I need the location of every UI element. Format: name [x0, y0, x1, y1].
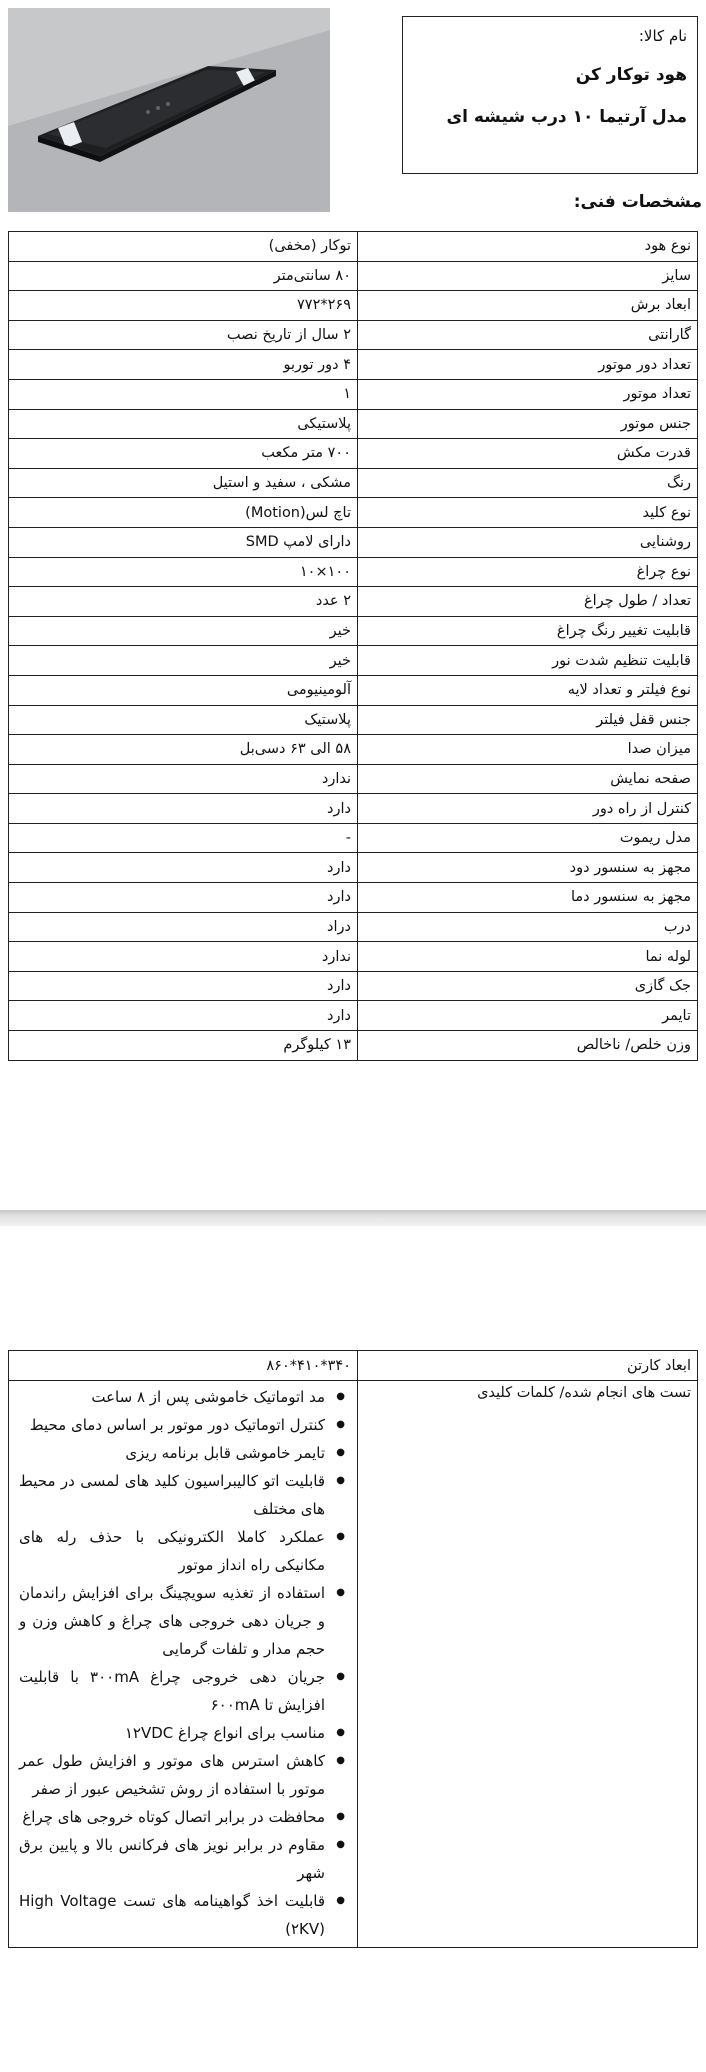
- spec-row: [9, 232, 698, 262]
- spec-row: [9, 646, 698, 676]
- spec-key: جنس قفل فیلتر: [358, 705, 698, 735]
- spec-key: ابعاد برش: [358, 291, 698, 321]
- feature-item: ● کنترل اتوماتیک دور موتور بر اساس دمای محیط: [19, 1411, 325, 1439]
- spec-key: جنس موتور: [358, 409, 698, 439]
- spec-row: [9, 409, 698, 439]
- table-row: [9, 1351, 698, 1381]
- spec-key: مجهز به سنسور دود: [358, 853, 698, 883]
- spec-value: خیر: [9, 646, 358, 676]
- spec-row: [9, 261, 698, 291]
- spec-key: صفحه نمایش: [358, 764, 698, 794]
- spec-key: قابلیت تنظیم شدت نور: [358, 646, 698, 676]
- feature-item: ● تایمر خاموشی قابل برنامه ریزی: [19, 1439, 325, 1467]
- spec-key: نوع هود: [358, 232, 698, 262]
- spec-key: نوع کلید: [358, 498, 698, 528]
- feature-item: ● کاهش استرس های موتور و افزایش طول عمر موتور با استفاده از روش تشخیص عبور از صفر: [19, 1747, 325, 1803]
- page-2: [0, 1226, 706, 2072]
- spec-key: جک گازی: [358, 971, 698, 1001]
- spec-value: ۱: [9, 379, 358, 409]
- range-hood-illustration: [8, 8, 330, 212]
- carton-label: ابعاد کارتن: [358, 1351, 698, 1381]
- spec-row: [9, 971, 698, 1001]
- spec-key: نوع چراغ: [358, 557, 698, 587]
- spec-row: [9, 350, 698, 380]
- spec-row: [9, 735, 698, 765]
- spec-row: [9, 853, 698, 883]
- spec-key: کنترل از راه دور: [358, 794, 698, 824]
- spec-key: لوله نما: [358, 942, 698, 972]
- spec-value: ۲ سال از تاریخ نصب: [9, 320, 358, 350]
- spec-row: [9, 1001, 698, 1031]
- feature-item: ● عملکرد کاملا الکترونیکی با حذف رله های مکانیکی راه انداز موتور: [19, 1523, 325, 1579]
- spec-key: قدرت مکش: [358, 439, 698, 469]
- table-row: [9, 1381, 698, 1948]
- spec-value: ۴ دور توربو: [9, 350, 358, 380]
- feature-item: ● محافظت در برابر اتصال کوتاه خروجی های چراغ: [19, 1803, 325, 1831]
- feature-item: ● مناسب برای انواع چراغ ۱۲VDC: [19, 1719, 325, 1747]
- spec-value: ۲۶۹*۷۷۲: [9, 291, 358, 321]
- spec-row: [9, 883, 698, 913]
- spec-value: ۲ عدد: [9, 587, 358, 617]
- spec-key: مجهز به سنسور دما: [358, 883, 698, 913]
- feature-list: [19, 1383, 351, 1947]
- spec-value: دارد: [9, 794, 358, 824]
- spec-row: [9, 705, 698, 735]
- spec-row: [9, 616, 698, 646]
- spec-value: دراد: [9, 912, 358, 942]
- spec-key: تعداد / طول چراغ: [358, 587, 698, 617]
- spec-row: [9, 1031, 698, 1061]
- spec-value: آلومینیومی: [9, 675, 358, 705]
- spec-title: مشخصات فنی:: [573, 192, 702, 212]
- spec-row: [9, 439, 698, 469]
- spec-key: رنگ: [358, 468, 698, 498]
- spec-row: [9, 823, 698, 853]
- spec-row: [9, 587, 698, 617]
- spec-key: تعداد دور موتور: [358, 350, 698, 380]
- spec-key: تعداد موتور: [358, 379, 698, 409]
- spec-value: دارد: [9, 971, 358, 1001]
- spec-value: دارد: [9, 883, 358, 913]
- features-cell: [9, 1381, 358, 1948]
- product-name-line1: هود توکار کن: [575, 65, 687, 85]
- spec-row: [9, 468, 698, 498]
- feature-item: ● قابلیت اخذ گواهینامه های تست High Voltage (۲KV): [19, 1887, 325, 1943]
- spec-value: ۸۰ سانتی‌متر: [9, 261, 358, 291]
- spec-key: درب: [358, 912, 698, 942]
- spec-value: دارد: [9, 853, 358, 883]
- spec-value: مشکی ، سفید و استیل: [9, 468, 358, 498]
- spec-row: [9, 675, 698, 705]
- spec-value: تاچ لس(Motion): [9, 498, 358, 528]
- spec-row: [9, 557, 698, 587]
- spec-key: تایمر: [358, 1001, 698, 1031]
- spec-row: [9, 291, 698, 321]
- spec-row: [9, 912, 698, 942]
- spec-value: ندارد: [9, 764, 358, 794]
- spec-value: دارد: [9, 1001, 358, 1031]
- spec-row: [9, 527, 698, 557]
- page-gap: [0, 1210, 706, 1226]
- product-name-line2: مدل آرتیما ۱۰ درب شیشه ای: [446, 107, 687, 127]
- feature-item: ● قابلیت اتو کالیبراسیون کلید های لمسی در محیط های مختلف: [19, 1467, 325, 1523]
- spec-value: ۷۰۰ متر مکعب: [9, 439, 358, 469]
- spec-value: ۱۳ کیلوگرم: [9, 1031, 358, 1061]
- spec-row: [9, 794, 698, 824]
- spec-key: مدل ریموت: [358, 823, 698, 853]
- spec-table: [8, 231, 698, 1061]
- spec-value: پلاستیک: [9, 705, 358, 735]
- product-image: [8, 8, 330, 212]
- tests-label: تست های انجام شده/ کلمات کلیدی: [358, 1381, 698, 1948]
- spec-key: گارانتی: [358, 320, 698, 350]
- spec-key: وزن خلص/ ناخالص: [358, 1031, 698, 1061]
- spec-row: [9, 379, 698, 409]
- spec-key: میزان صدا: [358, 735, 698, 765]
- feature-item: ● مقاوم در برابر نویز های فرکانس بالا و پایین برق شهر: [19, 1831, 325, 1887]
- feature-item: ● استفاده از تغذیه سویچینگ برای افزایش راندمان و جریان دهی خروجی های چراغ و کاهش وزن و حجم مدار و تلفات گرمایی: [19, 1579, 325, 1663]
- spec-value: ۱۰۰×۱۰: [9, 557, 358, 587]
- spec-key: سایز: [358, 261, 698, 291]
- spec-value: ندارد: [9, 942, 358, 972]
- carton-tests-table: [8, 1350, 698, 1948]
- product-name-box: [402, 16, 698, 174]
- spec-row: [9, 498, 698, 528]
- spec-value: ۵۸ الی ۶۳ دسی‌بل: [9, 735, 358, 765]
- spec-key: قابلیت تغییر رنگ چراغ: [358, 616, 698, 646]
- spec-key: نوع فیلتر و تعداد لایه: [358, 675, 698, 705]
- spec-row: [9, 320, 698, 350]
- carton-value: ۳۴۰*۴۱۰*۸۶۰: [9, 1351, 358, 1381]
- spec-value: پلاستیکی: [9, 409, 358, 439]
- spec-row: [9, 764, 698, 794]
- spec-row: [9, 942, 698, 972]
- spec-value: توکار (مخفی): [9, 232, 358, 262]
- spec-value: -: [9, 823, 358, 853]
- spec-key: روشنایی: [358, 527, 698, 557]
- spec-value: دارای لامپ SMD: [9, 527, 358, 557]
- feature-item: ● مد اتوماتیک خاموشی پس از ۸ ساعت: [19, 1383, 325, 1411]
- product-name-label: نام کالا:: [638, 27, 687, 45]
- spec-value: خیر: [9, 616, 358, 646]
- feature-item: ● جریان دهی خروجی چراغ ۳۰۰mA با قابلیت افزایش تا ۶۰۰mA: [19, 1663, 325, 1719]
